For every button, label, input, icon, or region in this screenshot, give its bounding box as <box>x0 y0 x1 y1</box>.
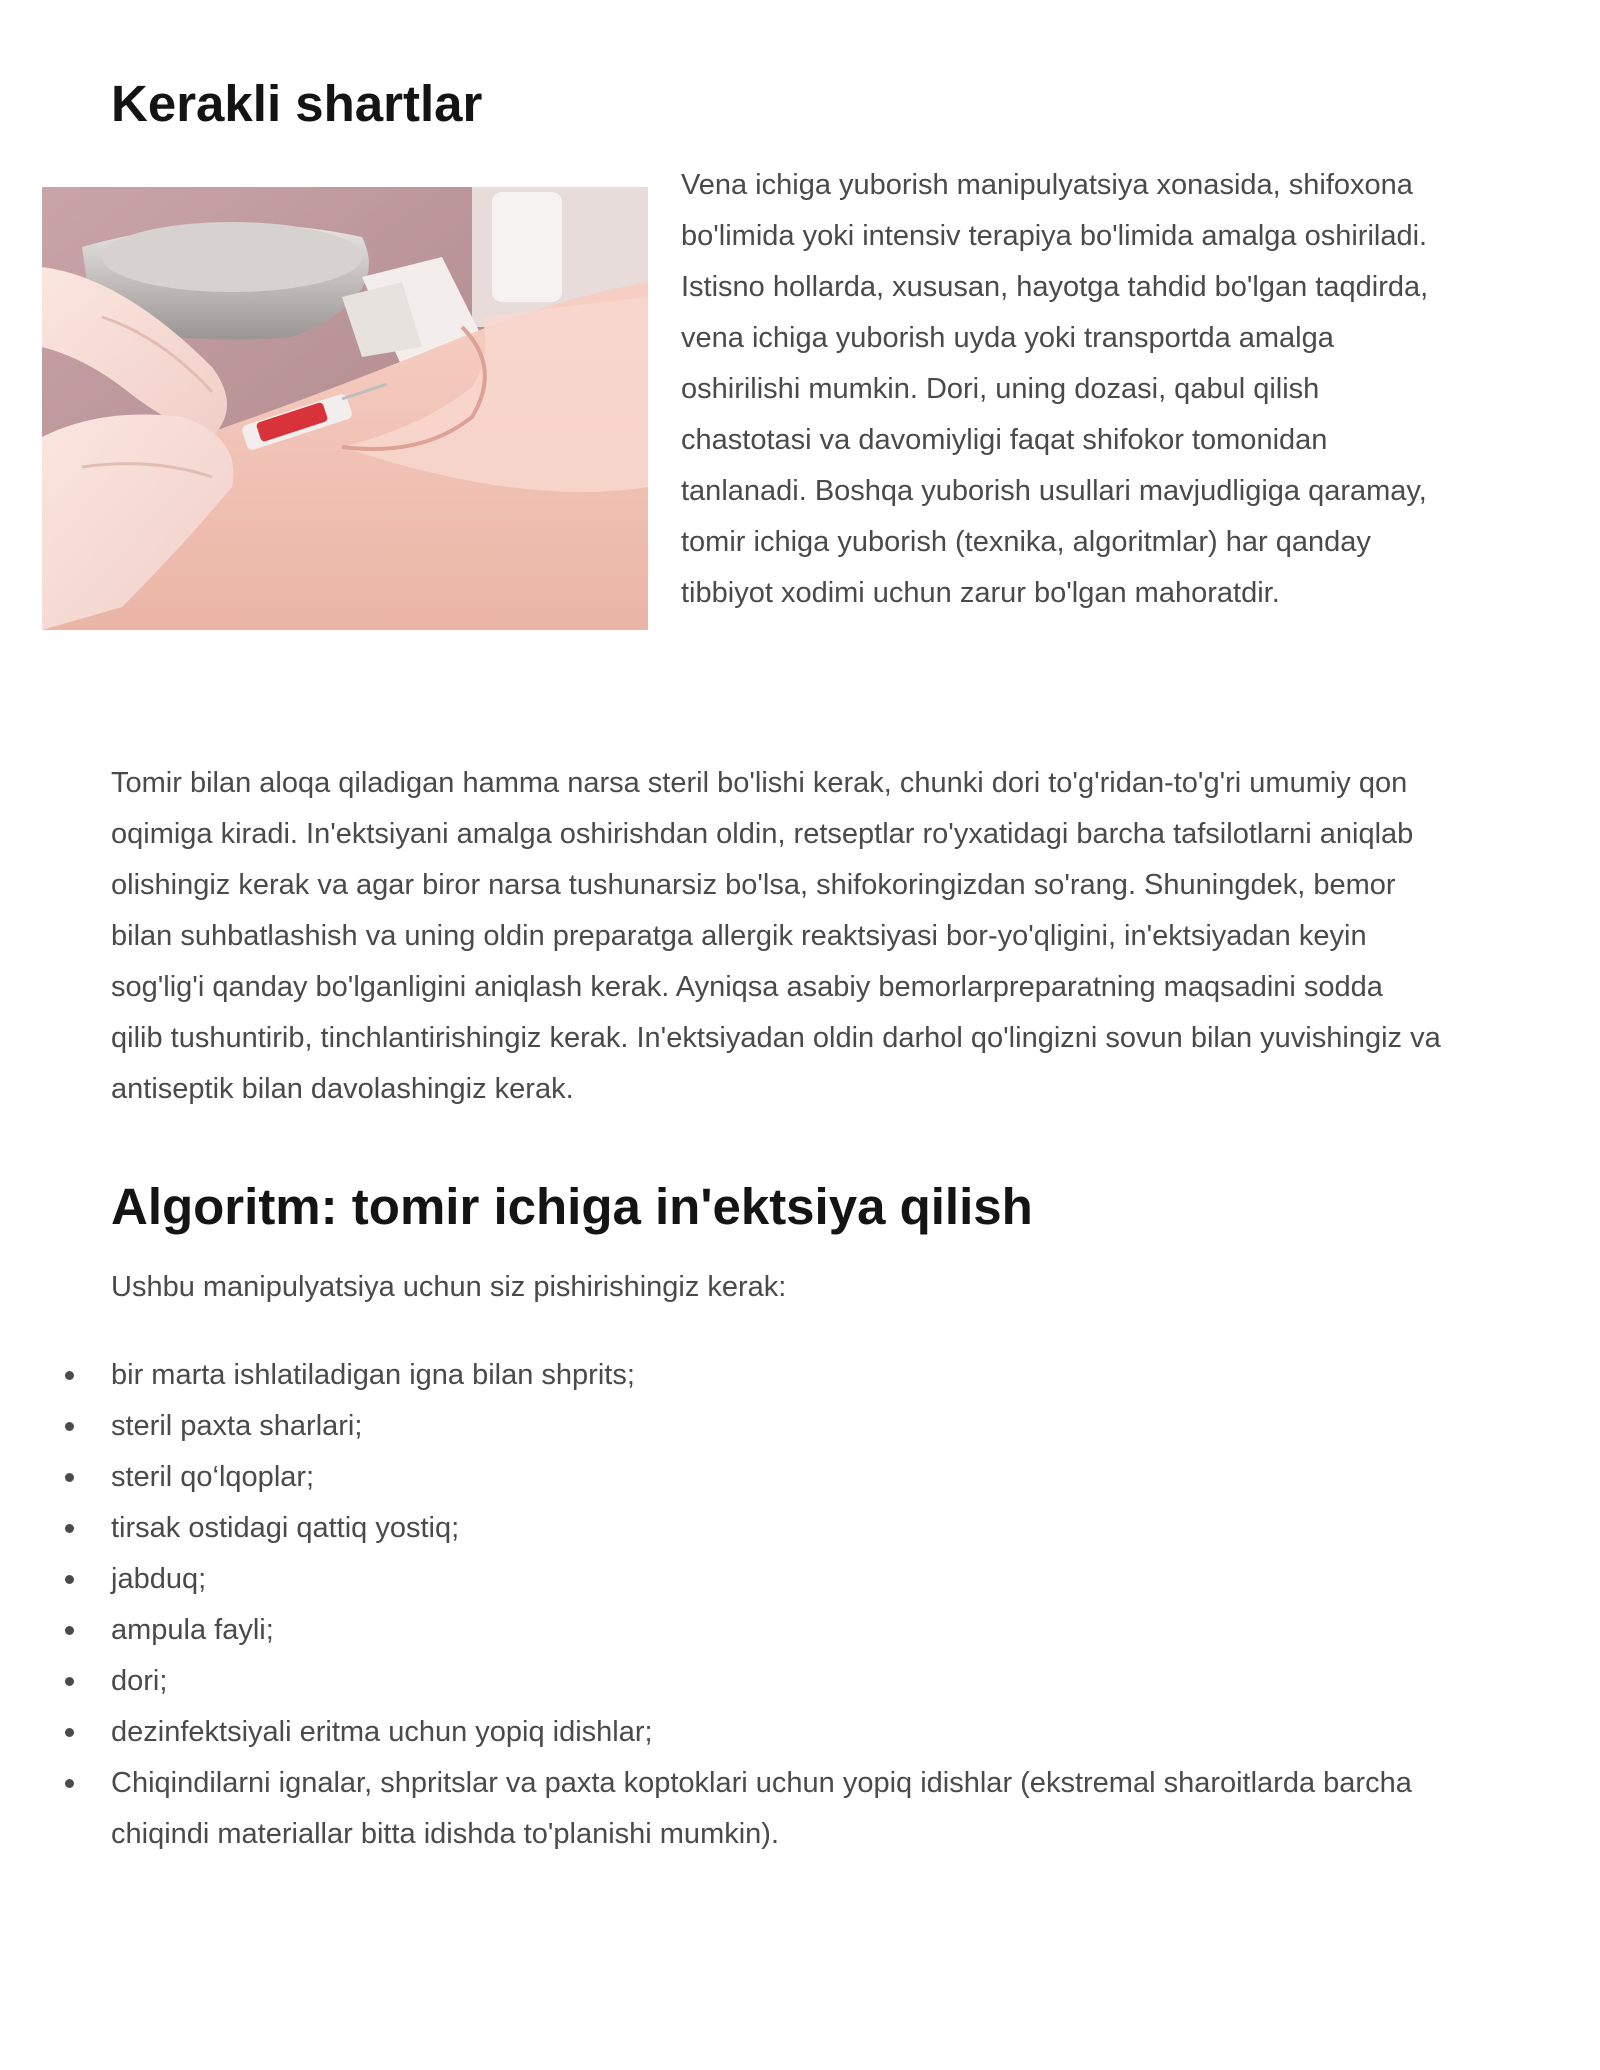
list-item <box>111 1350 1441 1401</box>
bullet-icon <box>65 1626 74 1635</box>
body-paragraph: Tomir bilan aloqa qiladigan hamma narsa steril bo'lishi kerak, chunki dori to'g'ridan-to'g'ri umumiy qon oqimiga kiradi. In'ektsiyani amalga oshirishdan oldin, retseptlar ro'yxatidagi barcha tafsilotlarni aniqlab olishingiz kerak va agar biror narsa tushunarsiz bo'lsa, shifokoringizdan so'rang. Shuningdek, bemor bilan suhbatlashish va uning oldin preparatga allergik reaktsiyasi bor-yo'qligini, in'ektsiyadan keyin sog'lig'i qanday bo'lganligini aniqlash kerak. Ayniqsa asabiy bemorlarpreparatning maqsadini sodda qilib tushuntirib, tinchlantirishingiz kerak. In'ektsiyadan oldin darhol qo'lingizni sovun bilan yuvishingiz va antiseptik bilan davolashingiz kerak. <box>111 767 1441 1105</box>
bullet-icon <box>65 1524 74 1533</box>
list-item-text: steril paxta sharlari; <box>111 1410 363 1442</box>
bullet-icon <box>65 1473 74 1482</box>
list-item-text: bir marta ishlatiladigan igna bilan shprits; <box>111 1359 635 1391</box>
bullet-icon <box>65 1422 74 1431</box>
list-item-text: tirsak ostidagi qattiq yostiq; <box>111 1512 460 1544</box>
bullet-icon <box>65 1728 74 1737</box>
algorithm-intro: Ushbu manipulyatsiya uchun siz pishirishingiz kerak: <box>111 1271 787 1303</box>
list-item <box>111 1503 1441 1554</box>
bullet-icon <box>65 1779 74 1788</box>
list-item <box>111 1656 1441 1707</box>
algorithm-heading: Algoritm: tomir ichiga in'ektsiya qilish <box>111 1178 1033 1235</box>
list-item-text: dezinfektsiyali eritma uchun yopiq idishlar; <box>111 1716 653 1748</box>
list-item <box>111 1452 1441 1503</box>
bullet-icon <box>65 1371 74 1380</box>
list-item <box>111 1605 1441 1656</box>
list-item <box>111 1707 1441 1758</box>
list-item-text: jabduq; <box>111 1563 207 1595</box>
list-item <box>111 1554 1441 1605</box>
list-item-text: ampula fayli; <box>111 1614 274 1646</box>
section-heading: Kerakli shartlar <box>111 75 483 132</box>
bullet-icon <box>65 1575 74 1584</box>
injection-photo <box>42 187 648 630</box>
list-item-text: Chiqindilarni ignalar, shpritslar va paxta koptoklari uchun yopiq idishlar (ekstremal sharoitlarda barcha chiqindi materiallar bitta idishda to'planishi mumkin). <box>111 1767 1412 1850</box>
list-item-text: steril qo‘lqoplar; <box>111 1461 315 1493</box>
bullet-icon <box>65 1677 74 1686</box>
list-item <box>111 1401 1441 1452</box>
list-item-text: dori; <box>111 1665 168 1697</box>
supplies-list <box>111 1350 1441 1860</box>
list-item <box>111 1758 1441 1860</box>
intro-paragraph: Vena ichiga yuborish manipulyatsiya xonasida, shifoxona bo'limida yoki intensiv terapiya bo'limida amalga oshiriladi. Istisno hollarda, xususan, hayotga tahdid bo'lgan taqdirda, vena ichiga yuborish uyda yoki transportda amalga oshirilishi mumkin. Dori, uning dozasi, qabul qilish chastotasi va davomiyligi faqat shifokor tomonidan tanlanadi. Boshqa yuborish usullari mavjudligiga qaramay, tomir ichiga yuborish (texnika, algoritmlar) har qanday tibbiyot xodimi uchun zarur bo'lgan mahoratdir. <box>681 169 1429 609</box>
